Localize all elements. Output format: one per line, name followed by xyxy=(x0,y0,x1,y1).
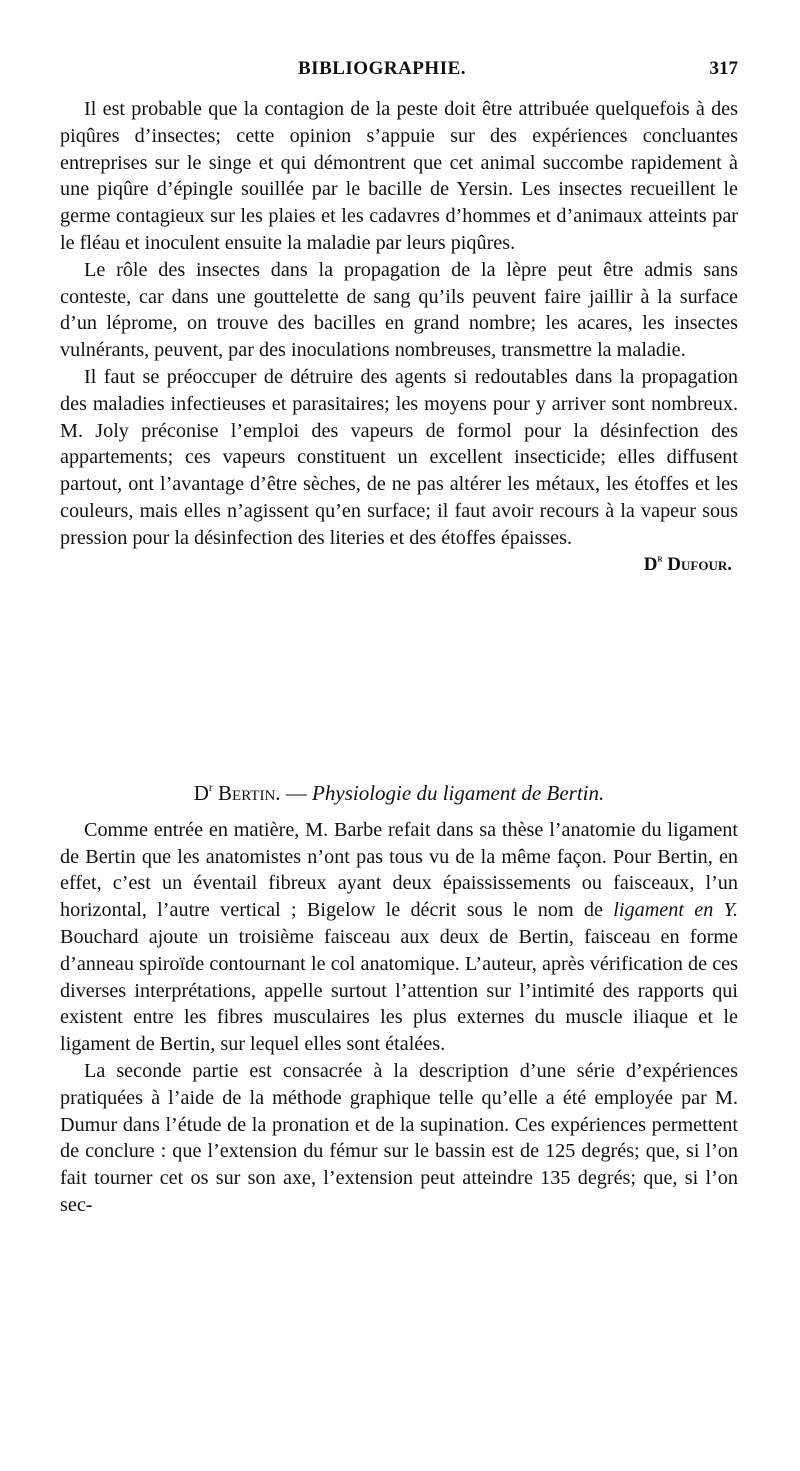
review-heading xyxy=(60,780,738,807)
signature-prefix: D xyxy=(643,553,658,575)
signature-sup: r xyxy=(657,553,663,565)
paragraph-experiences: La seconde partie est consacrée à la description d’une série d’expériences pratiquées à l’aide de la méthode graphique telle qu’elle a été employée par M. Dumur dans l’étude de la pronation et de la supination. Ces expériences permettent de conclure : que l’extension du fémur sur le bassin est de 125 degrés; que, si l’on fait tourner cet os sur son axe, l’extension peut atteindre 135 degrés; que, si l’on sec- xyxy=(60,1059,738,1216)
running-title: BIBLIOGRAPHIE. xyxy=(298,58,467,79)
paragraph-peste: Il est probable que la contagion de la peste doit être attribuée quelquefois à des piqûres d’insectes; cette opinion s’appuie sur des expériences concluantes entreprises sur le singe et qui démontrent que cet animal succombe rapidement à une piqûre d’épingle souillée par le bacille de Yersin. Les insectes recueillent le germe contagieux sur les plaies et les cadavres d’hommes et d’animaux atteints par le fléau et inoculent ensuite la maladie par leurs piqûres. xyxy=(60,98,738,254)
review-bertin xyxy=(60,760,738,1219)
paragraph-lepre: Le rôle des insectes dans la propagation de la lèpre peut être admis sans conteste, car dans une gouttelette de sang qu’ils peuvent faire jaillir à la surface d’un léprome, on trouve des bacilles en grand nombre; les acares, les insectes vulnérants, peuvent, par des inoculations nombreuses, transmettre la maladie. xyxy=(60,258,738,362)
heading-prefix: D xyxy=(193,781,209,805)
heading-dash: — xyxy=(280,781,313,805)
page-header xyxy=(60,58,738,90)
signature xyxy=(60,552,738,579)
signature-name: Dufour. xyxy=(667,553,732,575)
anatomie-text-a: Comme entrée en matière, M. Barbe refait dans sa thèse l’anatomie du ligament de Bertin que les anatomistes n’ont pas tous vu de la même façon. Pour Bertin, en effet, c’est un éventail fibreux ayant deux épaississements ou faisceaux, l’un horizontal, l’autre vertical ; Bigelow le décrit sous le nom de xyxy=(60,818,738,922)
heading-author: Bertin. xyxy=(218,781,281,805)
page-number: 317 xyxy=(709,58,738,79)
heading-sup: r xyxy=(208,781,213,794)
review-dufour xyxy=(60,96,738,578)
ligament-en-y: ligament en Y. xyxy=(613,899,739,922)
anatomie-text-b: Bouchard ajoute un troisième faisceau aux deux de Bertin, faisceau en forme d’anneau spiroïde contournant le col anatomique. L’auteur, après vérification de ces diverses interprétations, appelle surtout l’attention sur l’intimité des rapports qui existent entre les fibres musculaires les plus externes du muscle iliaque et le ligament de Bertin, sur lequel elles sont étalées. xyxy=(60,925,738,1056)
paragraph-anatomie xyxy=(60,817,738,1058)
heading-title: Physiologie du ligament de Bertin. xyxy=(312,781,605,805)
paragraph-desinfection: Il faut se préoccuper de détruire des agents si redoutables dans la propagation des maladies infectieuses et parasitaires; les moyens pour y arriver sont nombreux. M. Joly préconise l’emploi des vapeurs de formol pour la désinfection des appartements; ces vapeurs constituent un excellent insecticide; elles diffusent partout, ont l’avantage d’être sèches, de ne pas altérer les métaux, les étoffes et les couleurs, mais elles n’agissent qu’en surface; il faut avoir recours à la vapeur sous pression pour la désinfection des literies et des étoffes épaisses. xyxy=(60,365,738,549)
